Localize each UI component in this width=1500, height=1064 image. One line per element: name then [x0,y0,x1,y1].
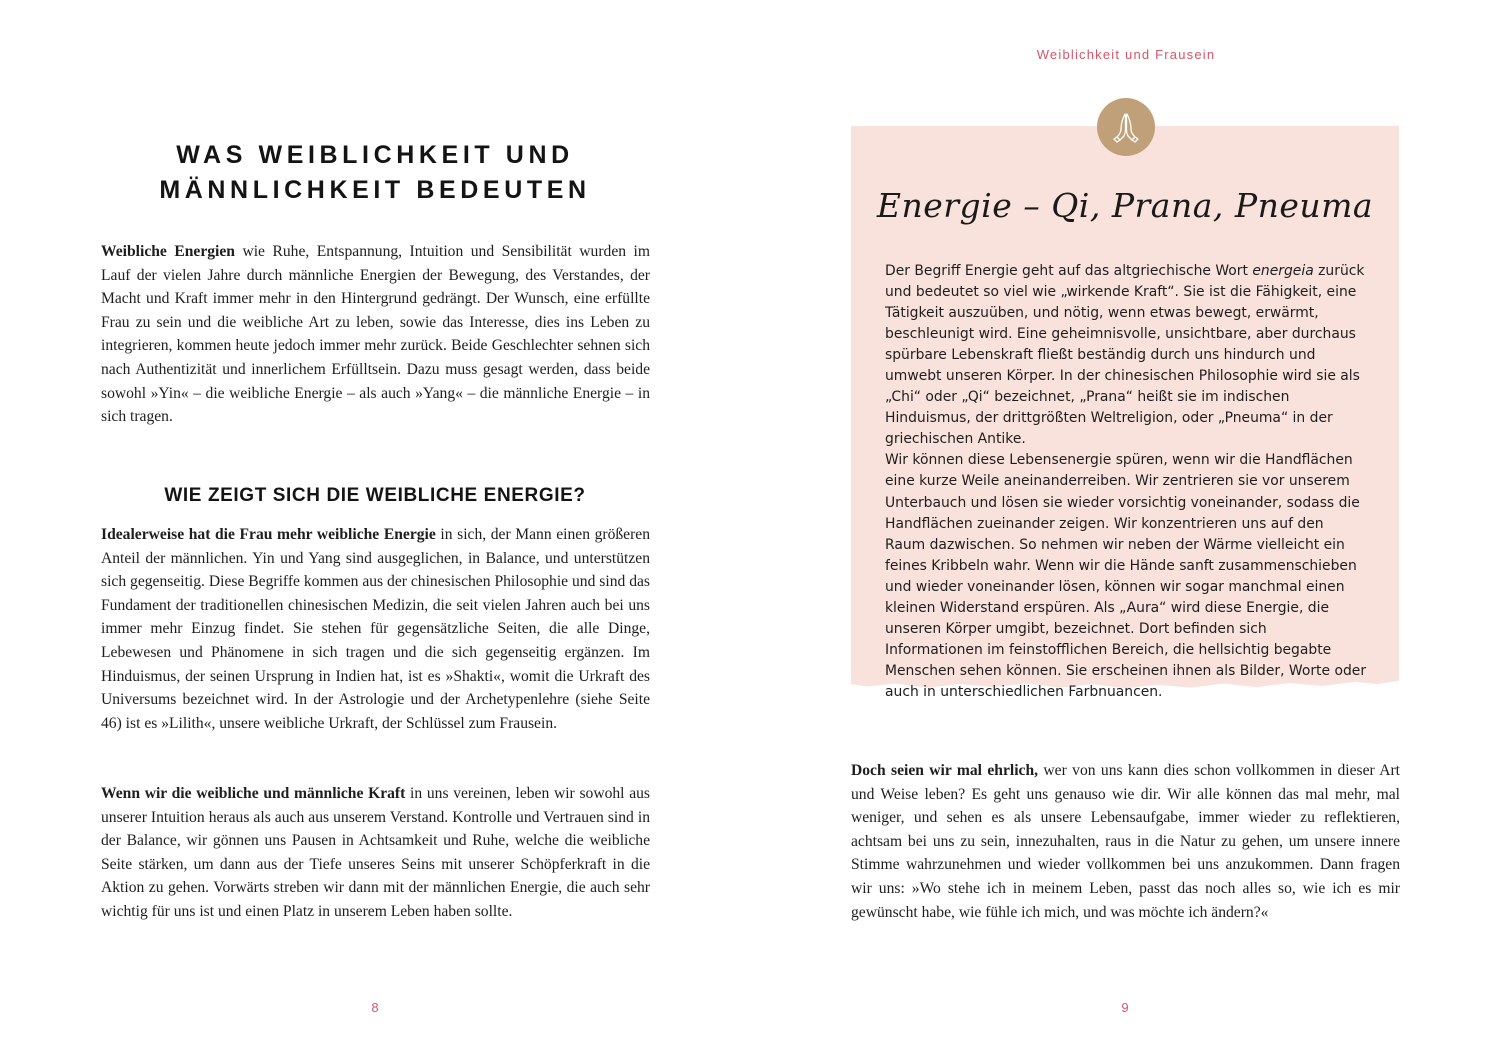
praying-hands-icon [1097,98,1155,156]
page-number: 9 [1121,1000,1129,1015]
paragraph-lead: Weibliche Energien [101,243,235,260]
chapter-title-line-2: MÄNNLICHKEIT BEDEUTEN [159,176,591,204]
info-box-text-part: Wir können diese Lebensenergie spüren, wenn wir die Handflächen eine kurze Weile aneinanderreiben. Wir zentrieren sie vor unserem Unterbauch und lösen sie wieder vorsichtig voneinander, sodass die Handflächen zueinander zeigen. Wir konzentrieren uns auf den Raum dazwischen. So nehmen wir neben der Wärme vielleicht ein feines Kribbeln wahr. Wenn wir die Hände sanft zusammenschieben und wieder voneinander lösen, können wir sogar manchmal einen kleinen Widerstand erspüren. Als „Aura“ wird diese Energie, die unseren Körper umgibt, bezeichnet. Dort befinden sich Informationen im feinstofflichen Bereich, die hellsichtig begabte Menschen sehen können. Sie erscheinen ihnen als Bilder, Worte oder auch in unterschiedlichen Farbnuancen. [885,452,1367,700]
right-page [750,0,1500,1064]
chapter-title-line-1: WAS WEIBLICHKEIT UND [176,141,574,169]
section-heading: WIE ZEIGT SICH DIE WEIBLICHE ENERGIE? [164,485,586,506]
info-box-title: Energie – Qi, Prana, Pneuma [876,186,1374,225]
paragraph-kraft-vereinen [101,782,650,924]
info-box-text-part: Der Begriff Energie geht auf das altgriechische Wort [885,263,1253,279]
paragraph-body: wie Ruhe, Entspannung, Intuition und Sensibilität wurden im Lauf der vielen Jahre durch männliche Energien der Bewegung, des Verstandes, der Macht und Kraft immer mehr in den Hintergrund gedrängt. Der Wunsch, eine erfüllte Frau zu sein und die weibliche Art zu leben, sowie das Interesse, dies ins Leben zu integrieren, kommen heute jedoch immer mehr zurück. Beide Geschlechter sehnen sich nach Authentizität und innerlichem Erfülltsein. Dazu muss gesagt werden, dass beide sowohl »Yin« – die weibliche Energie – als auch »Yang« – die männliche Energie – in sich tragen. [101,243,650,426]
chapter-title [0,138,750,208]
paragraph-ehrlich [851,759,1400,924]
paragraph-body: wer von uns kann dies schon vollkommen in dieser Art und Weise leben? Es geht uns genauso wie dir. Wir alle können das mal mehr, mal weniger, und sehen es als unsere Lebensaufgabe, immer wieder zu reflektieren, achtsam bei uns zu sein, innezuhalten, raus in die Natur zu gehen, um unsere innere Stimme wahrzunehmen und wieder vollkommen bei uns anzukommen. Dann fragen wir uns: »Wo stehe ich in meinem Leben, passt das noch alles so, wie ich es mir gewünscht habe, wie fühle ich mich, und was möchte ich ändern?« [851,762,1401,921]
paragraph-weibliche-energien [101,240,650,429]
info-box-text [885,261,1367,703]
page-number: 8 [371,1000,379,1015]
paragraph-lead: Idealerweise hat die Frau mehr weibliche Energie [101,526,436,543]
info-box-text-part: zurück und bedeutet so viel wie „wirkende Kraft“. Sie ist die Fähigkeit, eine Tätigkeit auszuüben, und nötig, wenn etwas bewegt, erwärmt, beschleunigt wird. Eine geheimnisvolle, unsichtbare, aber durchaus spürbare Lebenskraft fließt beständig durch uns hindurch und umwebt unseren Körper. In der chinesischen Philosophie wird sie als „Chi“ oder „Qi“ bezeichnet, „Prana“ heißt sie im indischen Hinduismus, der drittgrößten Weltreligion, oder „Pneuma“ in der griechischen Antike. [885,263,1365,448]
running-header: Weiblichkeit und Frausein [1036,47,1216,62]
paragraph-lead: Wenn wir die weibliche und männliche Kraft [101,785,406,802]
info-box-text-italic: energeia [1252,263,1314,279]
paragraph-body: in uns vereinen, leben wir sowohl aus unserer Intuition heraus als auch aus unserem Verstand. Kontrolle und Vertrauen sind in der Balance, wir gönnen uns Pausen in Achtsamkeit und Ruhe, welche die weibliche Seite stärken, um dann aus der Tiefe unseres Seins mit unserer Schöpferkraft in die Aktion zu gehen. Vorwärts streben wir dann mit der männlichen Energie, die auch sehr wichtig für uns ist und einen Platz in unserem Leben haben sollte. [101,785,650,920]
paragraph-body: in sich, der Mann einen größeren Anteil der männlichen. Yin und Yang sind ausgeglichen, in Balance, und unterstützen sich gegenseitig. Diese Begriffe kommen aus der chinesischen Philosophie und sind das Fundament der traditionellen chinesischen Medizin, die seit vielen Jahren auch bei uns immer mehr Einzug findet. Sie stehen für gegensätzliche Seiten, die alle Dinge, Lebewesen und Phänomene in sich tragen und die sich gegenseitig ergänzen. Im Hinduismus, der seinen Ursprung in Indien hat, ist es »Shakti«, womit die Urkraft des Universums bezeichnet wird. In der Astrologie und der Archetypenlehre (siehe Seite 46) ist es »Lilith«, unsere weibliche Urkraft, der Schlüssel zum Frausein. [101,526,651,732]
paragraph-lead: Doch seien wir mal ehrlich, [851,762,1039,779]
paragraph-idealerweise [101,523,650,735]
